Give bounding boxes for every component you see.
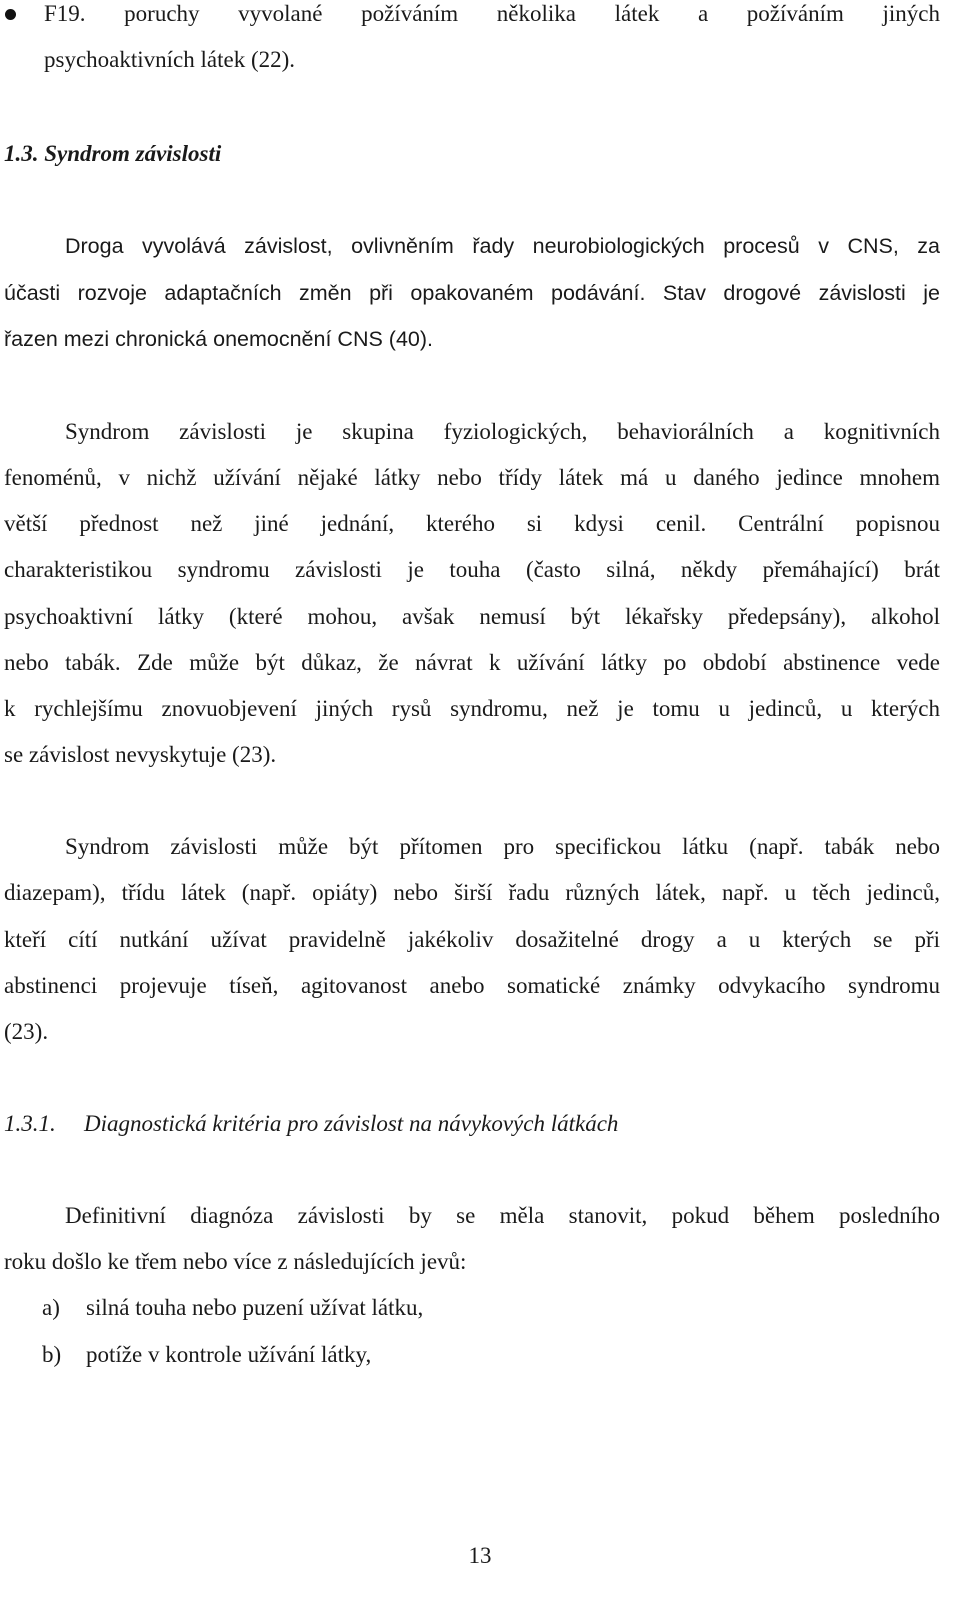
subsection-title: Diagnostická kritéria pro závislost na návykových látkách — [84, 1111, 619, 1136]
bullet-item-line-1 — [44, 0, 940, 28]
list-item-marker: a) — [42, 1295, 60, 1320]
paragraph-1-line-3 — [4, 325, 940, 353]
paragraph-2-line-8 — [4, 741, 940, 769]
list-item-text: potíže v kontrole užívání látky, — [86, 1342, 372, 1367]
list-item-marker: b) — [42, 1342, 62, 1367]
paragraph-2-text-1: Syndrom závislosti je skupina fyziologických, behaviorálních a kognitivních — [65, 419, 940, 444]
paragraph-2-text-2: fenoménů, v nichž užívání nějaké látky nebo třídy látek má u daného jedince mnohem — [4, 465, 940, 490]
paragraph-1-text-1: Droga vyvolává závislost, ovlivněním řady neurobiologických procesů v CNS, za — [65, 234, 940, 258]
paragraph-2-text-7: k rychlejšímu znovuobjevení jiných rysů syndromu, než je tomu u jedinců, u kterých — [4, 696, 940, 721]
subsection-heading — [4, 1110, 940, 1138]
paragraph-1-text-3: řazen mezi chronická onemocnění CNS (40). — [4, 327, 433, 351]
bullet-icon — [5, 9, 16, 20]
section-heading-text: 1.3. Syndrom závislosti — [4, 141, 222, 166]
list-item — [4, 1341, 940, 1369]
paragraph-2-line-4 — [4, 556, 940, 584]
paragraph-2-line-1 — [65, 418, 940, 446]
paragraph-2-text-8: se závislost nevyskytuje (23). — [4, 742, 277, 767]
paragraph-2-text-3: větší přednost než jiné jednání, kterého si kdysi cenil. Centrální popisnou — [4, 511, 940, 536]
paragraph-3-line-3 — [4, 926, 940, 954]
paragraph-3-text-3: kteří cítí nutkání užívat pravidelně jakékoliv dosažitelné drogy a u kterých se při — [4, 927, 940, 952]
paragraph-2-line-6 — [4, 649, 940, 677]
list-item — [4, 1294, 940, 1322]
bullet-item-text-2: psychoaktivních látek (22). — [44, 47, 296, 72]
paragraph-2-line-5 — [4, 603, 940, 631]
bullet-item-line-2 — [44, 46, 940, 74]
section-heading — [4, 140, 940, 168]
paragraph-3-line-4 — [4, 972, 940, 1000]
list-item-text: silná touha nebo puzení užívat látku, — [86, 1295, 424, 1320]
paragraph-4-line-2 — [4, 1248, 940, 1276]
paragraph-1-line-1 — [65, 232, 940, 260]
page-number: 13 — [468, 1543, 492, 1568]
paragraph-2-text-6: nebo tabák. Zde může být důkaz, že návrat k užívání látky po období abstinence vede — [4, 650, 940, 675]
paragraph-2-text-4: charakteristikou syndromu závislosti je touha (často silná, někdy přemáhající) brát — [4, 557, 940, 582]
paragraph-3-line-5 — [4, 1018, 940, 1046]
paragraph-1-text-2: účasti rozvoje adaptačních změn při opakovaném podávání. Stav drogové závislosti je — [4, 281, 940, 305]
paragraph-2-line-3 — [4, 510, 940, 538]
paragraph-3-line-1 — [65, 833, 940, 861]
paragraph-4-line-1 — [65, 1202, 940, 1230]
paragraph-4-text-2: roku došlo ke třem nebo více z následujících jevů: — [4, 1249, 467, 1274]
paragraph-3-text-5: (23). — [4, 1019, 49, 1044]
paragraph-4-text-1: Definitivní diagnóza závislosti by se měla stanovit, pokud během posledního — [65, 1203, 940, 1228]
paragraph-2-line-2 — [4, 464, 940, 492]
paragraph-2-line-7 — [4, 695, 940, 723]
subsection-number: 1.3.1. — [4, 1111, 56, 1136]
bullet-item-text-1: F19. poruchy vyvolané požíváním několika látek a požíváním jiných — [44, 1, 940, 26]
paragraph-3-text-1: Syndrom závislosti může být přítomen pro specifickou látku (např. tabák nebo — [65, 834, 940, 859]
paragraph-1-line-2 — [4, 279, 940, 307]
paragraph-3-text-2: diazepam), třídu látek (např. opiáty) nebo širší řadu různých látek, např. u těch jedinců, — [4, 880, 940, 905]
paragraph-3-line-2 — [4, 879, 940, 907]
paragraph-3-text-4: abstinenci projevuje tíseň, agitovanost anebo somatické známky odvykacího syndromu — [4, 973, 940, 998]
paragraph-2-text-5: psychoaktivní látky (které mohou, avšak nemusí být lékařsky předepsány), alkohol — [4, 604, 940, 629]
